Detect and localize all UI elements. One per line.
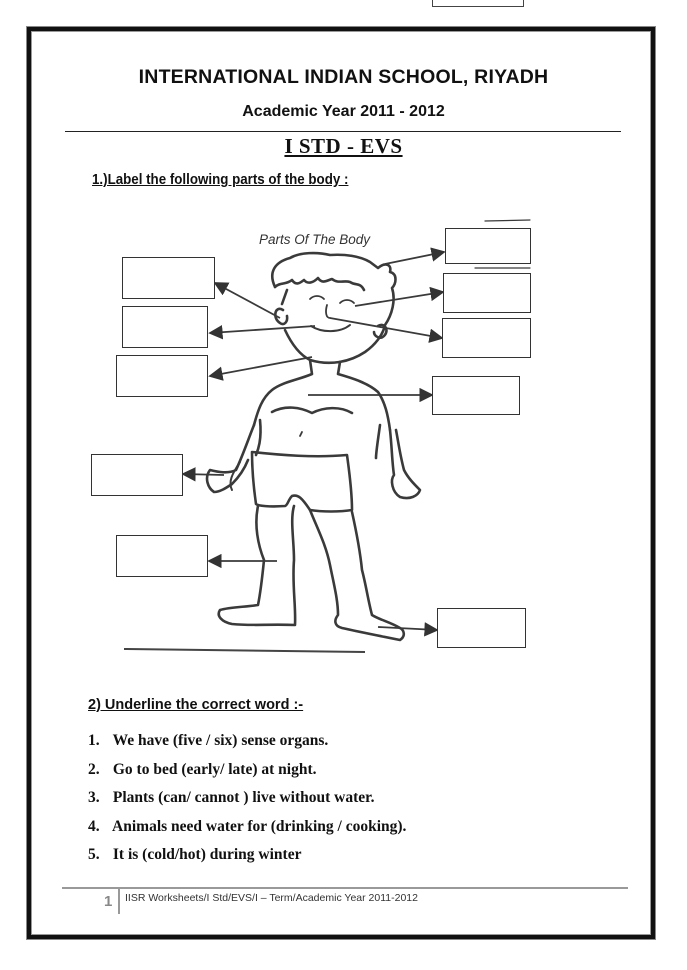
list-item: [88, 761, 406, 790]
label-box-leg[interactable]: [116, 535, 208, 577]
item-number: 4.: [88, 817, 100, 835]
item-number: 2.: [88, 760, 100, 778]
item-text: Go to bed (early/ late) at night.: [112, 760, 317, 778]
item-number: 5.: [88, 846, 100, 863]
list-item: [88, 846, 406, 875]
footer-text: IISR Worksheets/I Std/EVS/I – Term/Academic Year 2011-2012: [125, 892, 418, 904]
label-box-foot[interactable]: [437, 608, 526, 648]
list-item: [88, 732, 406, 761]
question-2-list: [88, 732, 406, 875]
list-item: [88, 789, 406, 818]
label-box-hand[interactable]: [91, 454, 183, 496]
list-item: [88, 818, 406, 847]
item-number: 3.: [88, 789, 100, 806]
item-text: It is (cold/hot) during winter: [112, 846, 302, 863]
item-number: 1.: [88, 732, 100, 749]
label-box-eye[interactable]: [443, 273, 531, 313]
label-box-hair[interactable]: [445, 228, 531, 264]
item-text: We have (five / six) sense organs.: [112, 732, 329, 749]
subject-title: I STD - EVS: [284, 134, 403, 158]
item-text: Animals need water for (drinking / cooking).: [112, 817, 407, 835]
item-text: Plants (can/ cannot ) live without water.: [112, 789, 375, 806]
label-box-chest[interactable]: [432, 376, 520, 415]
question-1-heading: 1.)Label the following parts of the body :: [92, 172, 349, 188]
label-box-neck[interactable]: [116, 355, 208, 397]
school-title: INTERNATIONAL INDIAN SCHOOL, RIYADH: [138, 66, 549, 88]
label-box-ear-left[interactable]: [122, 257, 215, 299]
label-box-mouth[interactable]: [122, 306, 208, 348]
label-box-ear-right[interactable]: [442, 318, 531, 358]
academic-year: Academic Year 2011 - 2012: [242, 103, 445, 120]
page-number: 1: [104, 893, 113, 910]
diagram-caption: Parts Of The Body: [259, 232, 371, 247]
question-2-heading: 2) Underline the correct word :-: [88, 697, 304, 713]
footer-divider: [62, 887, 628, 889]
footer-separator: [118, 888, 120, 914]
